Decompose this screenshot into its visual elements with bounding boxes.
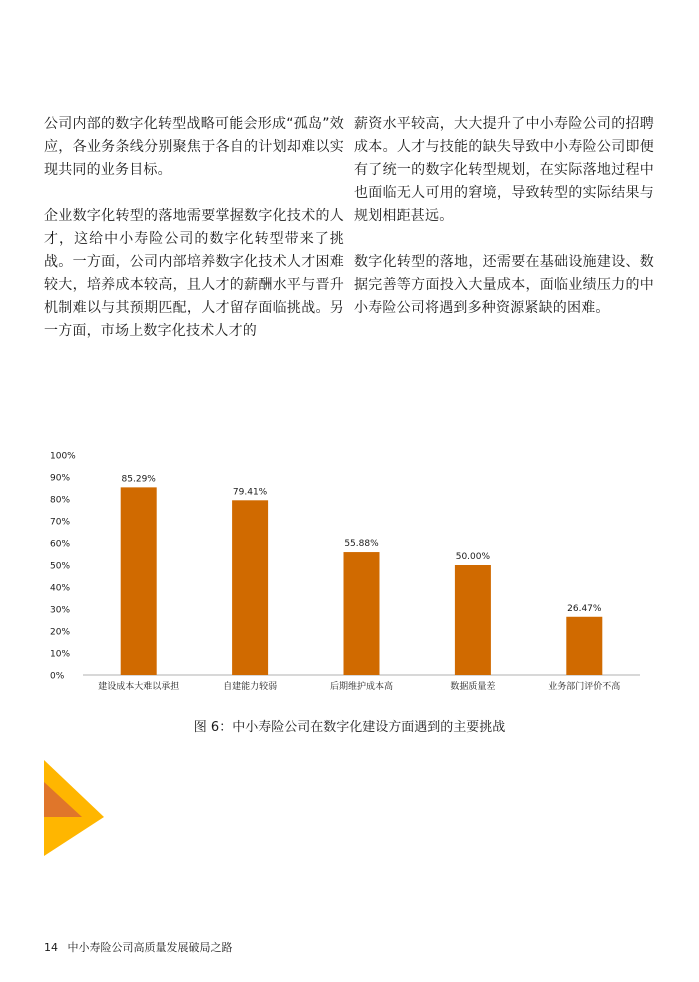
paragraph: 公司内部的数字化转型战略可能会形成“孤岛”效应，各业务条线分别聚焦于各自的计划却难以实现共同的业务目标。 bbox=[44, 116, 344, 178]
y-tick-label: 40% bbox=[50, 583, 71, 594]
y-tick-label: 70% bbox=[50, 517, 71, 528]
figure-caption: 图 6：中小寿险公司在数字化建设方面遇到的主要挑战 bbox=[193, 720, 506, 735]
y-tick-label: 100% bbox=[50, 451, 76, 462]
data-label: 50.00% bbox=[455, 552, 491, 562]
brand-triangle-graphic bbox=[44, 760, 108, 864]
x-tick-label: 建设成本大难以承担 bbox=[98, 682, 180, 692]
bar bbox=[566, 617, 602, 675]
page-number: 14 bbox=[44, 941, 58, 954]
y-tick-label: 0% bbox=[50, 671, 65, 682]
data-label: 26.47% bbox=[567, 603, 602, 614]
y-tick-label: 20% bbox=[50, 627, 71, 638]
bar-chart bbox=[40, 440, 660, 704]
data-label: 55.88% bbox=[344, 539, 379, 550]
bar-chart-svg bbox=[40, 440, 660, 700]
y-tick-label: 50% bbox=[50, 561, 71, 572]
paragraph: 薪资水平较高，大大提升了中小寿险公司的招聘成本。人才与技能的缺失导致中小寿险公司即便有了统一的数字化转型规划，在实际落地过程中也面临无人可用的窘境，导致转型的实际结果与规划相距甚远。 bbox=[354, 116, 654, 224]
y-tick-label: 90% bbox=[50, 473, 71, 484]
paragraph: 企业数字化转型的落地需要掌握数字化技术的人才，这给中小寿险公司的数字化转型带来了挑战。一方面，公司内部培养数字化技术人才困难较大，培养成本较高，且人才的薪酬水平与晋升机制难以与其预期匹配，人才留存面临挑战。另一方面，市场上数字化技术人才的 bbox=[44, 208, 344, 339]
y-tick-label: 80% bbox=[50, 495, 71, 506]
data-label: 85.29% bbox=[121, 474, 156, 485]
y-tick-label: 10% bbox=[50, 649, 71, 660]
x-tick-label: 自建能力较弱 bbox=[223, 682, 278, 692]
bar bbox=[344, 552, 380, 675]
page-footer bbox=[44, 939, 233, 955]
x-tick-label: 数据质量差 bbox=[450, 682, 496, 692]
footer-title: 中小寿险公司高质量发展破局之路 bbox=[67, 941, 233, 954]
x-tick-label: 后期维护成本高 bbox=[329, 682, 394, 692]
paragraph: 数字化转型的落地，还需要在基础设施建设、数据完善等方面投入大量成本，面临业绩压力的中小寿险公司将遇到多种资源紧缺的困难。 bbox=[354, 254, 654, 316]
bar bbox=[121, 487, 157, 675]
y-tick-label: 60% bbox=[50, 539, 71, 550]
x-tick-label: 业务部门评价不高 bbox=[548, 682, 621, 692]
body-column-right bbox=[354, 113, 654, 343]
y-tick-label: 30% bbox=[50, 605, 71, 616]
bar bbox=[455, 565, 491, 675]
bar bbox=[232, 500, 268, 675]
data-label: 79.41% bbox=[232, 487, 268, 498]
body-column-left bbox=[44, 113, 344, 366]
